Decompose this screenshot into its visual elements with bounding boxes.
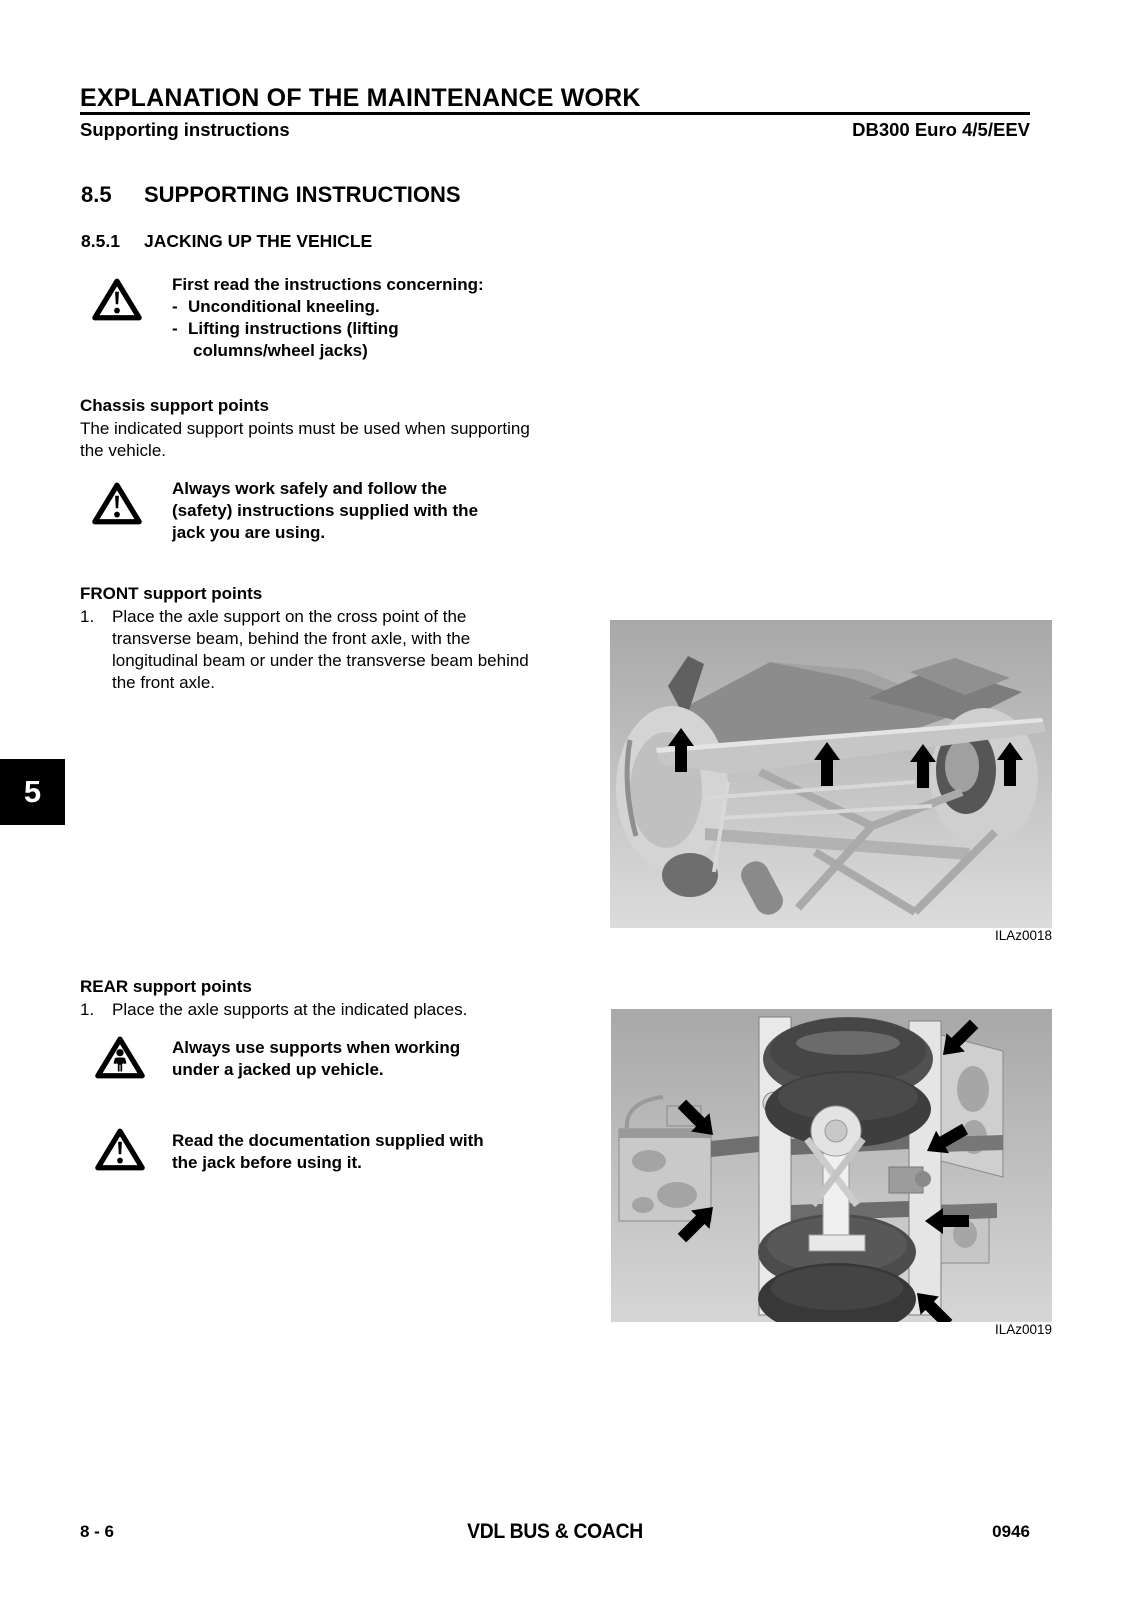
list-text: Place the axle supports at the indicated places. (112, 1000, 468, 1019)
chapter-subtitle: Supporting instructions (80, 119, 290, 140)
footer-brand-logo: VDL BUS & COACH (467, 1520, 643, 1543)
front-support-heading: FRONT support points (80, 584, 263, 603)
warning-work-safely: Always work safely and follow the (safety) instructions supplied with the jack you are using. (172, 479, 479, 542)
section-heading (81, 182, 461, 208)
front-axle-illustration (610, 620, 1052, 928)
section-number: 8.5 (81, 182, 112, 207)
warning-triangle-icon (92, 277, 142, 327)
header-subtitle-row (80, 119, 1030, 141)
rear-axle-illustration (611, 1009, 1052, 1322)
list-number: 1. (80, 607, 95, 626)
warning-triangle-person-icon (95, 1035, 145, 1085)
figure-caption: ILAz0019 (994, 1322, 1052, 1337)
rear-support-step (80, 999, 467, 1021)
warning-intro: First read the instructions concerning: (172, 275, 484, 294)
warning-triangle-icon (95, 1127, 145, 1177)
rear-support-heading: REAR support points (80, 977, 252, 996)
dash-bullet: - (172, 297, 178, 316)
list-text: Place the axle support on the cross point of the transverse beam, behind the front axle, with the longitudinal beam or under the transverse beam behind the front axle. (112, 607, 529, 692)
subsection-title: JACKING UP THE VEHICLE (144, 231, 373, 251)
vehicle-model-label: DB300 Euro 4/5/EEV (852, 119, 1030, 140)
chassis-support-body: The indicated support points must be used when supporting the vehicle. (80, 419, 530, 460)
figure-caption: ILAz0018 (994, 928, 1052, 943)
chapter-tab: 5 (0, 759, 65, 825)
warning-item-continuation: columns/wheel jacks) (193, 341, 368, 360)
warning-read-docs: Read the documentation supplied with the jack before using it. (172, 1131, 484, 1172)
subsection-heading (81, 231, 372, 252)
header-rule (80, 112, 1030, 115)
footer-doc-number: 0946 (992, 1522, 1030, 1541)
front-support-step (80, 606, 529, 694)
section-title: SUPPORTING INSTRUCTIONS (144, 182, 461, 207)
chassis-support-heading: Chassis support points (80, 396, 269, 415)
figure-rear (611, 1009, 1052, 1337)
dash-bullet: - (172, 319, 178, 338)
figure-front (610, 620, 1052, 943)
page-title: EXPLANATION OF THE MAINTENANCE WORK (80, 84, 641, 112)
warning-use-supports: Always use supports when working under a jacked up vehicle. (172, 1038, 461, 1079)
subsection-number: 8.5.1 (81, 231, 120, 251)
warning-item: - Lifting instructions (lifting (172, 319, 399, 338)
page-footer (80, 1520, 1030, 1550)
footer-page-number: 8 - 6 (80, 1522, 115, 1541)
warning-first-read (172, 274, 484, 362)
warning-item: - Unconditional kneeling. (172, 297, 380, 316)
warning-triangle-icon (92, 481, 142, 531)
list-number: 1. (80, 1000, 95, 1019)
